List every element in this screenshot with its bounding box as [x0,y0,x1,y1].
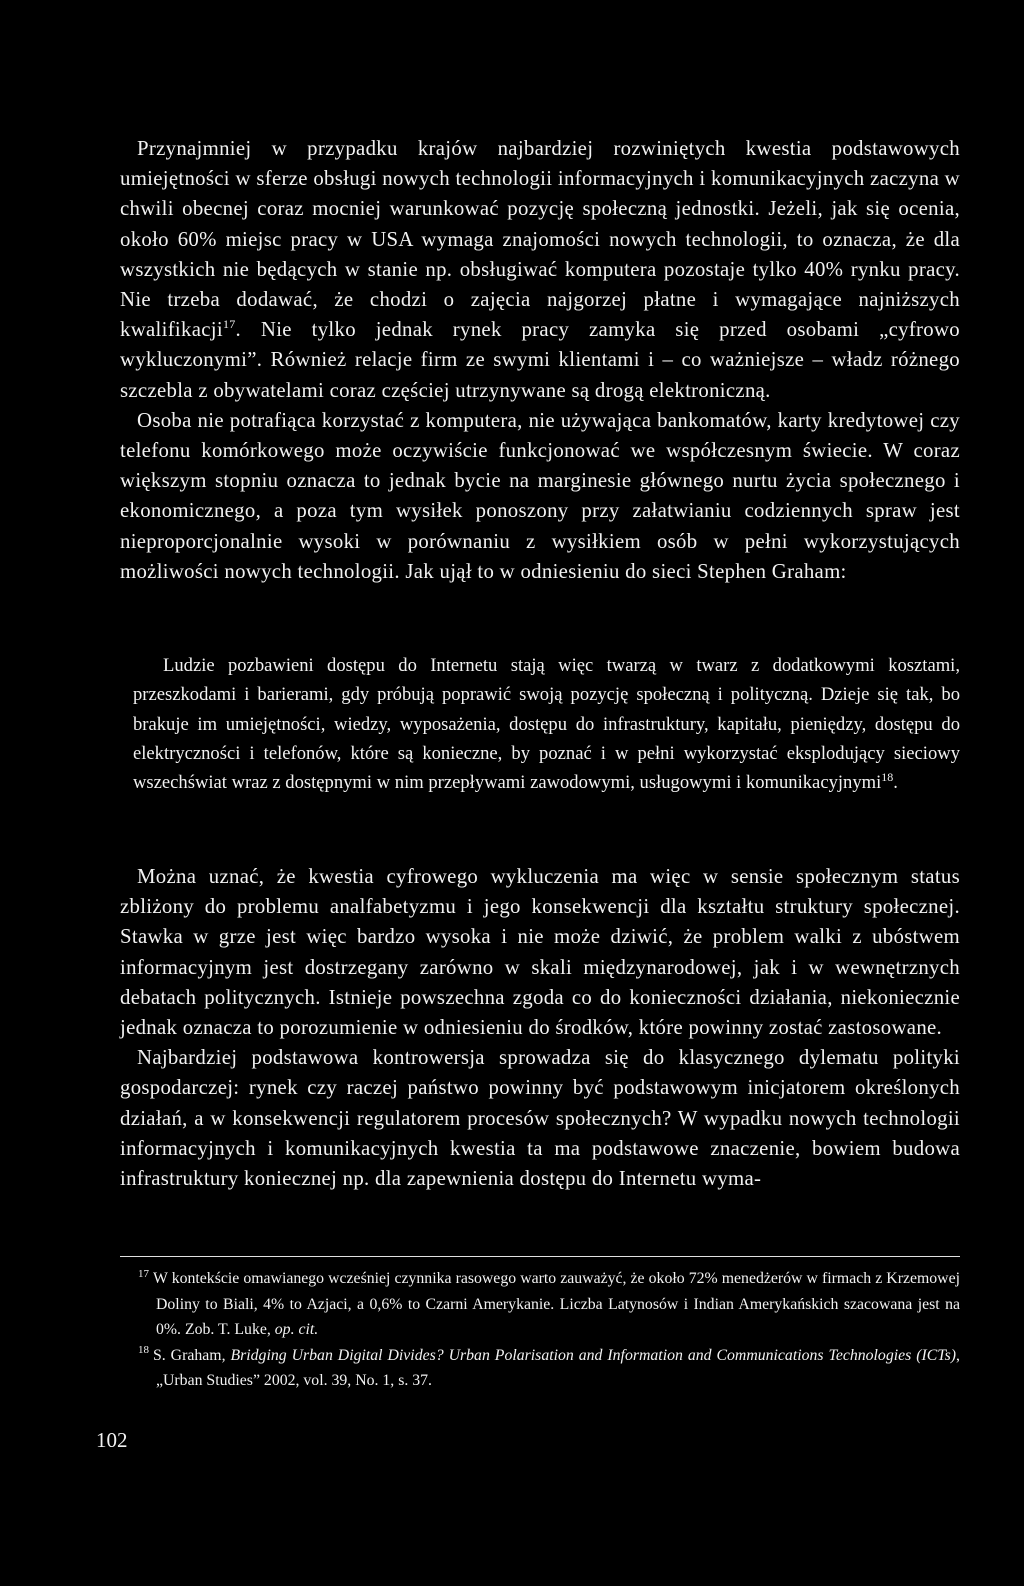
footnote-title: Bridging Urban Digital Divides? Urban Polarisation and Information and Communications Technologies (ICTs) [230,1346,957,1364]
footnote-citation: op. cit. [274,1321,319,1338]
footnote-number: 18 [138,1344,149,1357]
quote-paragraph [133,651,960,797]
paragraph: Osoba nie potrafiąca korzystać z komputera, nie używająca bankomatów, karty kredytowej czy telefonu komórkowego może oczywiście funkcjonować we współczesnym świecie. W coraz większym stopniu oznacza to jednak bycie na marginesie głównego nurtu życia społecznego i ekonomicznego, a poza tym wysiłek ponoszony przy załatwianiu codziennych spraw jest nieproporcjonalnie wysoki w porównaniu z wysiłkiem osób w pełni wykorzystujących możliwości nowych technologii. Jak ujął to w odniesieniu do sieci Stephen Graham: [120,408,960,583]
paragraph: Można uznać, że kwestia cyfrowego wykluczenia ma więc w sensie społecznym status zbliżony do problemu analfabetyzmu i jego konsekwencji dla kształtu struktury społecznej. Stawka w grze jest więc bardzo wysoka i nie może dziwić, że problem walki z ubóstwem informacyjnym jest dostrzegany zarówno w skali międzynarodowej, jak i w wewnętrznych debatach politycznych. Istnieje powszechna zgoda co do konieczności działania, niekoniecznie jednak oznacza to porozumienie w odniesieniu do środków, które powinny zostać zastosowane. [120,865,960,1040]
paragraph-text-continued: . Nie tylko jednak rynek pracy zamyka się przed osobami „cyfrowo wykluczonymi”. Również relacje firm ze swymi klientami i – co ważniejsze – władz różnego szczebla z obywatelami coraz częściej utrzynywane są drogą elektroniczną. [120,318,960,402]
footnote-17 [138,1266,960,1343]
footnote-ref-17[interactable]: 17 [222,317,236,332]
footnote-author: S. Graham, [153,1346,226,1364]
paragraph [120,134,960,406]
block-quote [133,651,960,797]
footnote-text: W kontekście omawianego wcześniej czynnika rasowego warto zauważyć, że około 72% menedżerów w firmach z Krzemowej Doliny to Biali, 4% to Azjaci, a 0,6% to Czarni Amerykanie. Liczba Latynosów i Indian Amerykańskich szacowana jest na 0%. Zob. T. Luke, [153,1270,960,1338]
paragraph-text: Przynajmniej w przypadku krajów najbardziej rozwiniętych kwestia podstawowych umiejętności w sferze obsługi nowych technologii informacyjnych i komunikacyjnych zaczyna w chwili obecnej coraz mocniej warunkować pozycję społeczną jednostki. Jeżeli, jak się ocenia, około 60% miejsc pracy w USA wymaga znajomości nowych technologii, to oznacza, że dla wszystkich nie będących w stanie np. obsługiwać komputera pozostaje tylko 40% rynku pracy. Nie trzeba dodawać, że chodzi o zajęcia najgorzej płatne i wymagające najniższych kwalifikacji [120,137,960,342]
footnote-source: , „Urban Studies” 2002, vol. 39, No. 1, s. 37. [156,1346,960,1389]
footnote-18 [138,1343,960,1394]
footnote-number: 17 [138,1267,149,1280]
page-number: 102 [96,1428,128,1452]
quote-tail: . [893,772,898,794]
paragraph: Najbardziej podstawowa kontrowersja sprowadza się do klasycznego dylematu polityki gospodarczej: rynek czy raczej państwo powinny być podstawowym inicjatorem określonych działań, a w konsekwencji regulatorem procesów społecznych? W wypadku nowych technologii informacyjnych i komunikacyjnych kwestia ta ma podstawowe znaczenie, bowiem budowa infrastruktury koniecznej np. dla zapewnienia dostępu do Internetu wyma- [120,1046,960,1191]
footnote-separator [120,1256,960,1257]
footnotes [138,1266,960,1394]
main-text-block-2 [120,862,960,1194]
main-text-block-1 [120,134,960,587]
footnote-ref-18[interactable]: 18 [881,770,894,784]
quote-text: Ludzie pozbawieni dostępu do Internetu stają więc twarzą w twarz z dodatkowymi kosztami, przeszkodami i barierami, gdy próbują poprawić swoją pozycję społeczną i polityczną. Dzieje się tak, bo brakuje im umiejętności, wiedzy, wyposażenia, dostępu do infrastruktury, kapitału, pieniędzy, dostępu do elektryczności i telefonów, które są konieczne, by poznać i w pełni wykorzystać eksplodujący sieciowy wszechświat wraz z dostępnymi w nim przepływami zawodowymi, usługowymi i komunikacyjnymi [133,655,960,794]
